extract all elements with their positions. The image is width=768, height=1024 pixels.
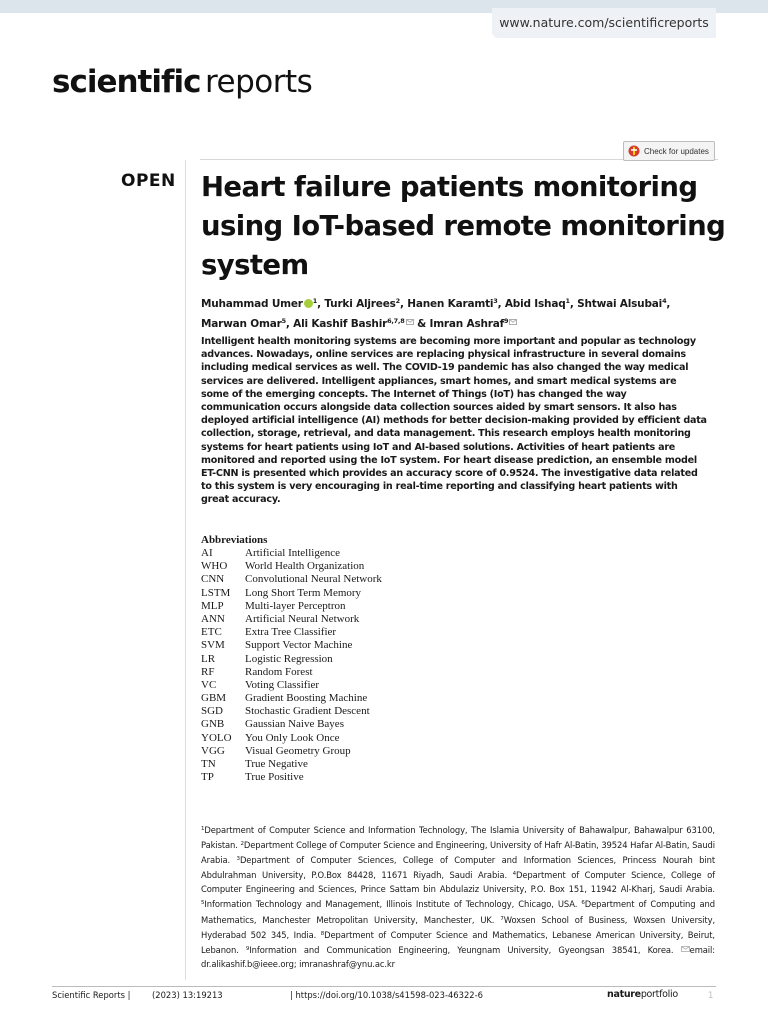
check-for-updates-button[interactable]: [623, 141, 715, 161]
affiliation-number: 9: [245, 945, 250, 952]
abbreviations-heading: Abbreviations: [201, 534, 268, 546]
affiliation-number: 7: [500, 915, 504, 922]
abbreviation-definition: Support Vector Machine: [245, 639, 353, 652]
corresponding-emails[interactable]: dr.alikashif.b@ieee.org; imranashraf@ynu.ac.kr: [201, 958, 396, 969]
author-name[interactable]: Muhammad Umer: [201, 298, 303, 310]
author-separator: ,: [400, 298, 408, 310]
abbreviation-row: [201, 639, 501, 652]
affiliation-text: Woxsen School of Business, Woxsen University, Hyderabad 502 345, India.: [201, 914, 716, 940]
author[interactable]: [201, 298, 317, 310]
author-name[interactable]: Turki Aljrees: [324, 298, 396, 310]
column-divider: [185, 160, 186, 980]
footer-volume: (2023) 13:19213: [152, 990, 223, 1000]
abbreviation-definition: Stochastic Gradient Descent: [245, 705, 370, 718]
abbreviation-term: GBM: [201, 692, 227, 705]
abbreviation-row: [201, 732, 501, 745]
abbreviation-row: [201, 758, 501, 771]
author-name[interactable]: Imran Ashraf: [429, 318, 505, 330]
abbreviation-term: ANN: [201, 612, 225, 625]
abbreviation-term: LR: [201, 652, 216, 665]
affiliation-text: Department of Computer Sciences, College of Computer and Information Sciences, Princess Nourah bint Abdulrahman University, P.O.Box 84428, 11671 Riyadh, Saudi Arabia.: [201, 855, 715, 881]
affiliation-number: 6: [581, 900, 585, 907]
author-affiliation-sup: 4: [662, 297, 667, 305]
affiliation-text: Department College of Computer Science and Engineering, University of Hafr Al-Batin, 39524 Hafar Al-Batin, Saudi Arabia.: [201, 840, 715, 866]
author[interactable]: [201, 318, 286, 330]
author-separator: ,: [317, 298, 325, 310]
abbreviation-term: TP: [201, 771, 214, 784]
abbreviation-definition: Gradient Boosting Machine: [245, 692, 368, 705]
author[interactable]: [324, 298, 400, 310]
email-icon[interactable]: [509, 314, 517, 331]
crossmark-icon: [628, 145, 640, 157]
abbreviation-row: [201, 692, 501, 705]
abbreviation-row: [201, 626, 501, 639]
abbreviation-definition: Logistic Regression: [245, 652, 333, 665]
abbreviation-term: AI: [201, 547, 213, 559]
abbreviation-definition: Artificial Intelligence: [245, 547, 340, 559]
abbreviation-definition: Visual Geometry Group: [245, 744, 351, 757]
author-name[interactable]: Abid Ishaq: [504, 298, 566, 310]
email-icon: [681, 942, 690, 956]
abbreviation-row: [201, 600, 501, 613]
email-label: email:: [689, 944, 715, 955]
abbreviation-row: [201, 573, 501, 586]
abbreviation-definition: Voting Classifier: [245, 678, 320, 691]
abbreviation-term: TN: [201, 758, 216, 770]
article-title: Heart failure patients monitoring using IoT-based remote monitoring system: [201, 171, 726, 281]
abbreviation-definition: World Health Organization: [245, 560, 365, 573]
author-separator: ,: [666, 298, 671, 310]
affiliation-text: Department of Computing and Mathematics, Manchester Metropolitan University, Manchester, UK.: [201, 899, 715, 925]
check-for-updates-label: Check for updates: [644, 146, 709, 156]
affiliation-text: Department of Computer Science and Mathematics, Lebanese American University, Beirut, Lebanon.: [201, 929, 715, 955]
abbreviation-row: [201, 587, 501, 600]
author-name[interactable]: Ali Kashif Bashir: [293, 318, 388, 330]
abbreviation-term: WHO: [201, 560, 228, 573]
author-affiliation-sup: 9: [504, 317, 509, 325]
abbreviation-definition: Random Forest: [245, 665, 313, 678]
abbreviation-row: [201, 547, 501, 560]
abbreviation-row: [201, 771, 501, 784]
abbreviation-row: [201, 679, 501, 692]
affiliation-text: Department of Computer Science, College of Computer Engineering and Sciences, Prince Sattam bin Abdulaziz University, P.O. Box 151, 11942 Al-Kharj, Saudi Arabia.: [201, 870, 715, 895]
author-affiliation-sup: 1: [312, 297, 318, 305]
abbreviation-definition: Convolutional Neural Network: [245, 573, 382, 586]
doi-link[interactable]: | https://doi.org/10.1038/s41598-023-46322-6: [290, 990, 483, 1000]
open-access-label: OPEN: [121, 171, 176, 191]
affiliation-number: 5: [201, 900, 205, 907]
abbreviation-term: VC: [201, 678, 217, 691]
author-separator: &: [413, 318, 430, 330]
author-affiliation-sup: 1: [565, 297, 570, 305]
abbreviation-definition: Gaussian Naive Bayes: [245, 718, 344, 731]
author[interactable]: [429, 318, 517, 330]
page-number: 1: [708, 990, 714, 1000]
author-separator: ,: [569, 298, 578, 310]
author-list: [201, 293, 721, 333]
brand-regular: portfolio: [640, 989, 678, 1000]
footer-divider: [52, 986, 716, 987]
journal-logo[interactable]: [52, 64, 312, 110]
abbreviation-term: MLP: [201, 599, 224, 612]
logo-regular-text: reports: [204, 64, 313, 100]
author[interactable]: [407, 298, 497, 310]
abbreviation-row: [201, 705, 501, 718]
abbreviation-definition: Multi-layer Perceptron: [245, 599, 346, 612]
footer-journal: Scientific Reports |: [52, 990, 131, 1000]
abbreviation-row: [201, 718, 501, 731]
orcid-icon[interactable]: [304, 299, 313, 308]
affiliation-number: 3: [236, 856, 240, 863]
journal-url-link[interactable]: www.nature.com/scientificreports: [492, 8, 716, 38]
author[interactable]: [293, 318, 413, 330]
abbreviation-row: [201, 613, 501, 626]
abbreviation-definition: Long Short Term Memory: [245, 586, 362, 599]
author-affiliation-sup: 6,7,8: [387, 317, 405, 325]
abbreviation-term: VGG: [201, 744, 225, 757]
abbreviations-section: [201, 533, 501, 784]
author-affiliation-sup: 2: [395, 297, 400, 305]
abbreviation-term: ETC: [201, 626, 222, 639]
author[interactable]: [577, 298, 666, 310]
abbreviation-definition: Artificial Neural Network: [245, 612, 360, 625]
author-affiliation-sup: 5: [281, 317, 286, 325]
abbreviation-definition: True Negative: [245, 758, 308, 770]
affiliation-text: Information and Communication Engineering, Yeungnam University, Gyeongsan 38541, Korea.: [249, 944, 681, 955]
abbreviation-row: [201, 653, 501, 666]
logo-bold-text: scientific: [52, 64, 201, 100]
abbreviation-row: [201, 560, 501, 573]
abbreviation-row: [201, 666, 501, 679]
page-footer: [52, 990, 716, 1004]
affiliation-number: 8: [320, 930, 325, 937]
email-icon[interactable]: [406, 314, 414, 331]
abbreviation-term: GNB: [201, 718, 225, 731]
abbreviations-list: [201, 547, 501, 784]
abbreviation-term: SVM: [201, 639, 225, 652]
author-name[interactable]: Hanen Karamti: [407, 298, 494, 310]
author-name[interactable]: Shtwai Alsubai: [577, 298, 663, 310]
affiliation-number: 2: [240, 841, 244, 848]
brand-bold: nature: [607, 989, 641, 1000]
affiliations: [201, 822, 715, 971]
nature-portfolio-logo: [607, 989, 678, 1000]
abbreviation-term: YOLO: [201, 731, 232, 744]
author-name[interactable]: Marwan Omar: [201, 318, 282, 330]
affiliation-number: 4: [512, 871, 516, 878]
author-separator: ,: [285, 318, 294, 330]
abbreviation-row: [201, 745, 501, 758]
abbreviation-definition: You Only Look Once: [245, 731, 340, 744]
affiliation-number: 1: [201, 826, 205, 832]
abstract: Intelligent health monitoring systems are becoming more important and popular as technology advances. Nowadays, online services are replacing physical infrastructure in several domains including medical services as well. The COVID-19 pandemic has also changed the way medical services are delivered. Intelligent appliances, smart homes, and smart medical systems are some of the emerging concepts. The Internet of Things (IoT) has changed the way communication occurs alongside data collection sources aided by smart sensors. It also has deployed artificial intelligence (AI) methods for better decision-making provided by efficient data collection, storage, retrieval, and data management. This research employs health monitoring systems for heart patients using IoT and AI-based solutions. Activities of heart patients are monitored and reported using the IoT system. For heart disease prediction, an ensemble model ET-CNN is presented which provides an accuracy score of 0.9524. The investigative data related to this system is very encouraging in real-time reporting and classifying heart patients with great accuracy.: [201, 336, 707, 506]
abbreviation-term: LSTM: [201, 586, 231, 599]
affiliation-text: Department of Computer Science and Information Technology, The Islamia University of Bahawalpur, Bahawalpur 63100, Pakistan.: [201, 825, 715, 851]
author-affiliation-sup: 3: [493, 297, 498, 305]
abbreviation-term: SGD: [201, 705, 224, 718]
abbreviation-term: RF: [201, 665, 215, 678]
abbreviation-definition: True Positive: [245, 771, 304, 784]
abbreviation-definition: Extra Tree Classifier: [245, 626, 337, 639]
author-separator: ,: [497, 298, 505, 310]
abbreviation-term: CNN: [201, 573, 225, 586]
affiliation-text: Information Technology and Management, Illinois Institute of Technology, Chicago, USA.: [204, 899, 582, 910]
author[interactable]: [505, 298, 570, 310]
